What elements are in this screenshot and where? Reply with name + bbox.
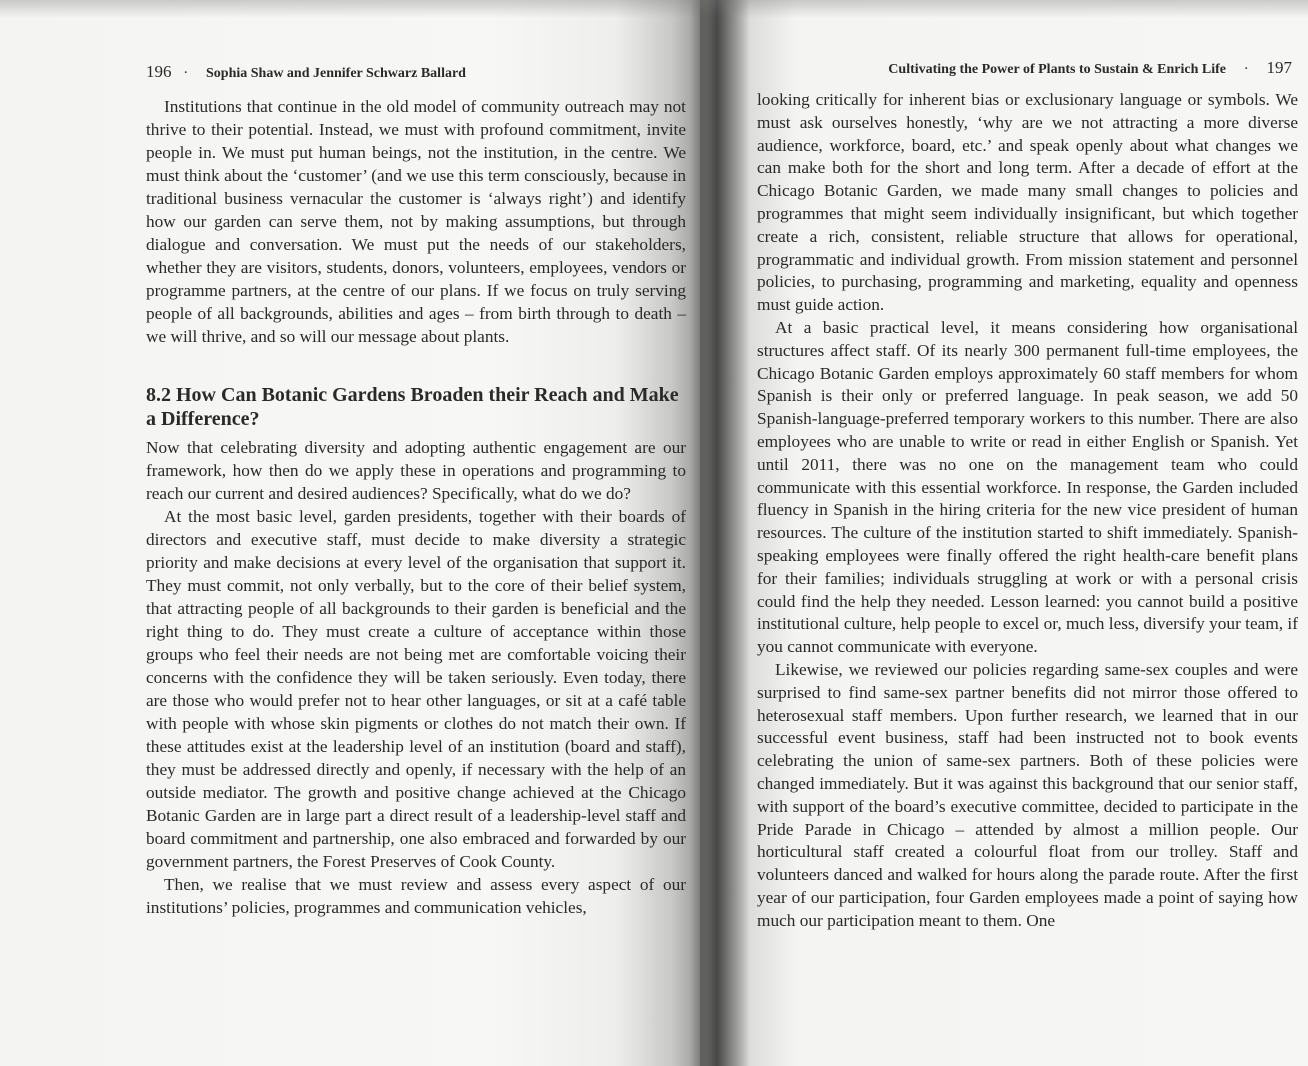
left-running-head (146, 62, 466, 82)
left-paragraph: Institutions that continue in the old model of community outreach may not thrive to their potential. Instead, we must with profound commitment, invite people in. We must put human beings, not the institution, in the centre. We must think about the ‘customer’ (and we use this term consciously, because in traditional business vernacular the customer is ‘always right’) and identify how our garden can serve them, not by making assumptions, but through dialogue and conversation. We must put the needs of our stakeholders, whether they are visitors, students, donors, volunteers, employees, vendors or programme partners, at the centre of our plans. If we focus on truly serving people of all backgrounds, abilities and ages – from birth through to death – we will thrive, and so will our message about plants. (146, 97, 686, 346)
left-paragraph: Now that celebrating diversity and adopting authentic engagement are our framework, how then do we apply these in operations and programming to reach our current and desired audiences? Specifically, what do we do? (146, 438, 686, 503)
left-paragraph: Then, we realise that we must review and assess every aspect of our institutions’ policies, programmes and communication vehicles, (146, 875, 686, 917)
right-paragraph: At a basic practical level, it means considering how organisational structures affect staff. Of its nearly 300 permanent full-time employees, the Chicago Botanic Garden employs approximately 60 staff members for whom Spanish is their only or preferred language. In peak season, we add 50 Spanish-language-preferred temporary workers to this number. There are also employees who are unable to write or read in either English or Spanish. Yet until 2011, there was no one on the management team who could communicate with this essential workforce. In response, the Garden included fluency in Spanish in the hiring criteria for the new vice president of human resources. The culture of the institution started to shift immediately. Spanish-speaking employees were finally offered the right health-care benefit plans for their families; individuals struggling at work or with a personal crisis could find the help they needed. Lesson learned: you cannot build a positive institutional culture, help people to excel or, much less, diversify your team, if you cannot communicate with everyone. (757, 317, 1298, 657)
left-running-head-authors: Sophia Shaw and Jennifer Schwarz Ballard (206, 66, 466, 81)
left-separator: · (183, 65, 189, 81)
right-paragraph: Likewise, we reviewed our policies regarding same-sex couples and were surprised to find same-sex partner benefits did not mirror those offered to heterosexual staff members. Upon further research, we learned that in our successful event business, staff had been instructed not to book events celebrating the union of same-sex partners. Both of these policies were changed immediately. But it was against this background that our senior staff, with support of the board’s executive committee, decided to participate in the Pride Parade in Chicago – attended by almost a million people. Our horticultural staff created a colourful float from our trolley. Staff and volunteers danced and walked for hours along the parade route. After the first year of our participation, four Garden employees made a point of saying how much our participation meant to them. One (757, 659, 1298, 930)
right-page-number: 197 (1266, 58, 1292, 77)
top-edge-shadow (0, 0, 1308, 18)
book-gutter-shadow (690, 0, 750, 1066)
left-paragraph: At the most basic level, garden presidents, together with their boards of directors and executive staff, must decide to make diversity a strategic priority and make decisions at every level of the organisation that support it. They must commit, not only verbally, but to the core of their belief system, that attracting people of all backgrounds to their garden is beneficial and the right thing to do. They must create a culture of acceptance within those groups who feel their needs are not being met are comfortable voicing their concerns with the confidence they will be taken seriously. Even today, there are those who would prefer not to hear other languages, or sit at a café table with people with whose skin pigments or clothes do not match their own. If these attitudes exist at the leadership level of an institution (board and staff), they must be addressed directly and openly, if necessary with the help of an outside mediator. The growth and positive change achieved at the Chicago Botanic Garden are in large part a direct result of a leadership-level staff and board commitment and partnership, one also embraced and forwarded by our government partners, the Forest Preserves of Cook County. (146, 507, 686, 871)
right-paragraph: looking critically for inherent bias or exclusionary language or symbols. We must ask ourselves honestly, ‘why are we not attracting a more diverse audience, workforce, board, etc.’ and speak openly about what changes we can make both for the short and long term. After a decade of effort at the Chicago Botanic Garden, we made many small changes to policies and programmes that might seem individually insignificant, but which together create a rich, consistent, reliable structure that allows for operational, programmatic and individual growth. From mission statement and personnel policies, to purchasing, programming and marketing, equality and openness must guide action. (757, 90, 1298, 315)
left-page-number: 196 (146, 62, 172, 81)
section-heading: 8.2 How Can Botanic Gardens Broaden their Reach and Make a Difference? (146, 384, 679, 430)
right-body-text (757, 89, 1298, 932)
left-body-text (146, 95, 686, 919)
right-running-head (888, 58, 1292, 78)
right-running-head-title: Cultivating the Power of Plants to Sustain & Enrich Life (888, 62, 1226, 77)
right-separator: · (1243, 61, 1249, 77)
